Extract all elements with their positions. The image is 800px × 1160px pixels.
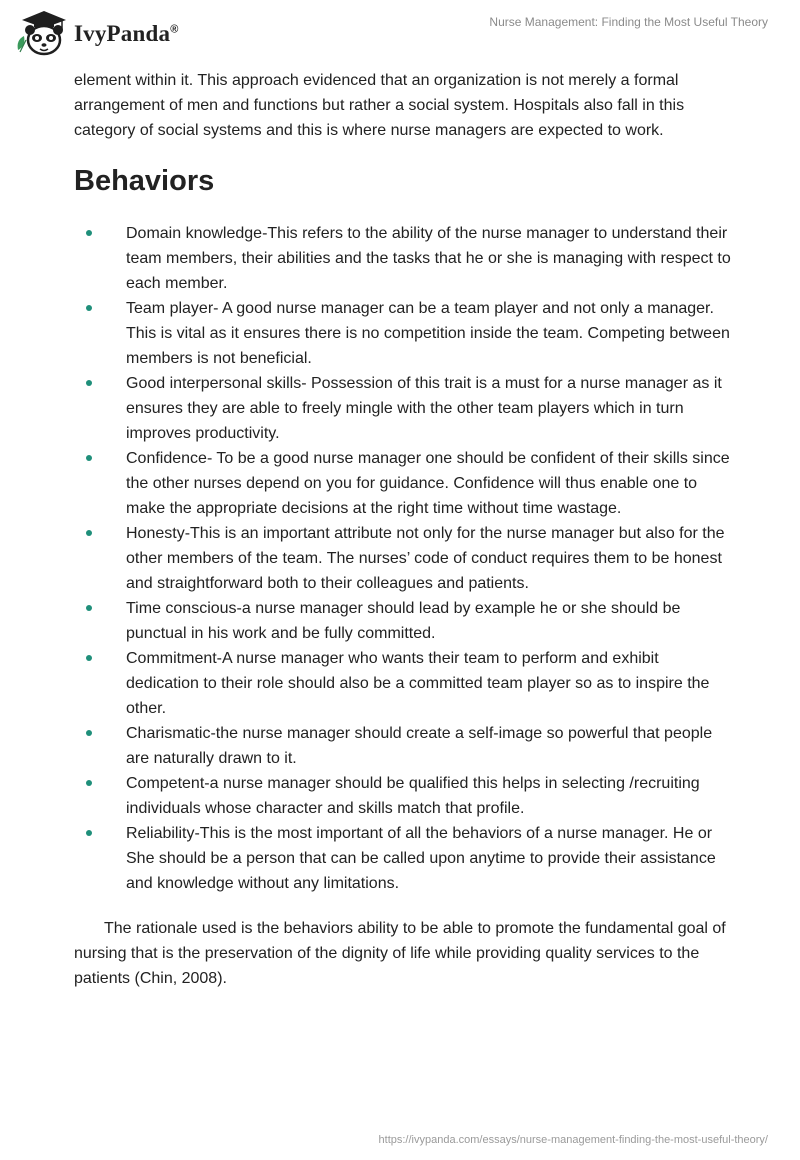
bullet-icon xyxy=(86,230,92,236)
bullet-icon xyxy=(86,530,92,536)
list-item xyxy=(74,821,734,896)
ivypanda-logo[interactable] xyxy=(14,8,179,56)
list-item-text: Good interpersonal skills- Possession of this trait is a must for a nurse manager as it ensures they are able to freely mingle with the other team players which in turn improves productivity. xyxy=(126,375,722,442)
list-item-text: Competent-a nurse manager should be qualified this helps in selecting /recruiting individuals whose character and skills match that profile. xyxy=(126,775,700,817)
section-heading: Behaviors xyxy=(74,165,215,197)
bullet-icon xyxy=(86,455,92,461)
bullet-icon xyxy=(86,655,92,661)
panda-graduate-icon xyxy=(14,8,70,56)
bullet-icon xyxy=(86,830,92,836)
list-item xyxy=(74,296,734,371)
source-url[interactable]: https://ivypanda.com/essays/nurse-management-finding-the-most-useful-theory/ xyxy=(378,1134,768,1146)
bullet-icon xyxy=(86,605,92,611)
intro-paragraph: element within it. This approach evidenced that an organization is not merely a formal arrangement of men and functions but rather a social system. Hospitals also fall in this category of social systems and this is where nurse managers are expected to work. xyxy=(74,72,685,139)
list-item-text: Time conscious-a nurse manager should lead by example he or she should be punctual in his work and be fully committed. xyxy=(126,600,681,642)
bullet-icon xyxy=(86,780,92,786)
list-item xyxy=(74,771,734,821)
list-item xyxy=(74,721,734,771)
essay-content xyxy=(74,68,734,991)
list-item-text: Confidence- To be a good nurse manager one should be confident of their skills since the other nurses depend on you for guidance. Confidence will thus enable one to make the appropriate decisions at the right time without time wastage. xyxy=(126,450,730,517)
registered-mark: ® xyxy=(170,23,179,36)
behaviors-list xyxy=(74,221,734,896)
list-item-text: Domain knowledge-This refers to the ability of the nurse manager to understand their team members, their abilities and the tasks that he or she is managing with respect to each member. xyxy=(126,225,731,292)
document-title: Nurse Management: Finding the Most Useful Theory xyxy=(489,15,768,29)
bullet-icon xyxy=(86,305,92,311)
list-item xyxy=(74,646,734,721)
logo-wordmark: IvyPanda® xyxy=(74,21,179,46)
list-item-text: Honesty-This is an important attribute not only for the nurse manager but also for the other members of the team. The nurses’ code of conduct requires them to be honest and straightforward both to their colleagues and patients. xyxy=(126,525,725,592)
list-item-text: Team player- A good nurse manager can be a team player and not only a manager. This is vital as it ensures there is no competition inside the team. Competing between members is not beneficial. xyxy=(126,300,730,367)
list-item-text: Charismatic-the nurse manager should create a self-image so powerful that people are naturally drawn to it. xyxy=(126,725,713,767)
page-header xyxy=(0,0,800,64)
list-item xyxy=(74,371,734,446)
bullet-icon xyxy=(86,380,92,386)
list-item xyxy=(74,221,734,296)
list-item xyxy=(74,521,734,596)
rationale-paragraph: The rationale used is the behaviors ability to be able to promote the fundamental goal of nursing that is the preservation of the dignity of life while providing quality services to the patients (Chin, 2008). xyxy=(74,920,726,987)
list-item xyxy=(74,446,734,521)
list-item xyxy=(74,596,734,646)
list-item-text: Commitment-A nurse manager who wants their team to perform and exhibit dedication to their role should also be a committed team player so as to inspire the other. xyxy=(126,650,710,717)
list-item-text: Reliability-This is the most important of all the behaviors of a nurse manager. He or She should be a person that can be called upon anytime to provide their assistance and knowledge without any limitations. xyxy=(126,825,716,892)
bullet-icon xyxy=(86,730,92,736)
